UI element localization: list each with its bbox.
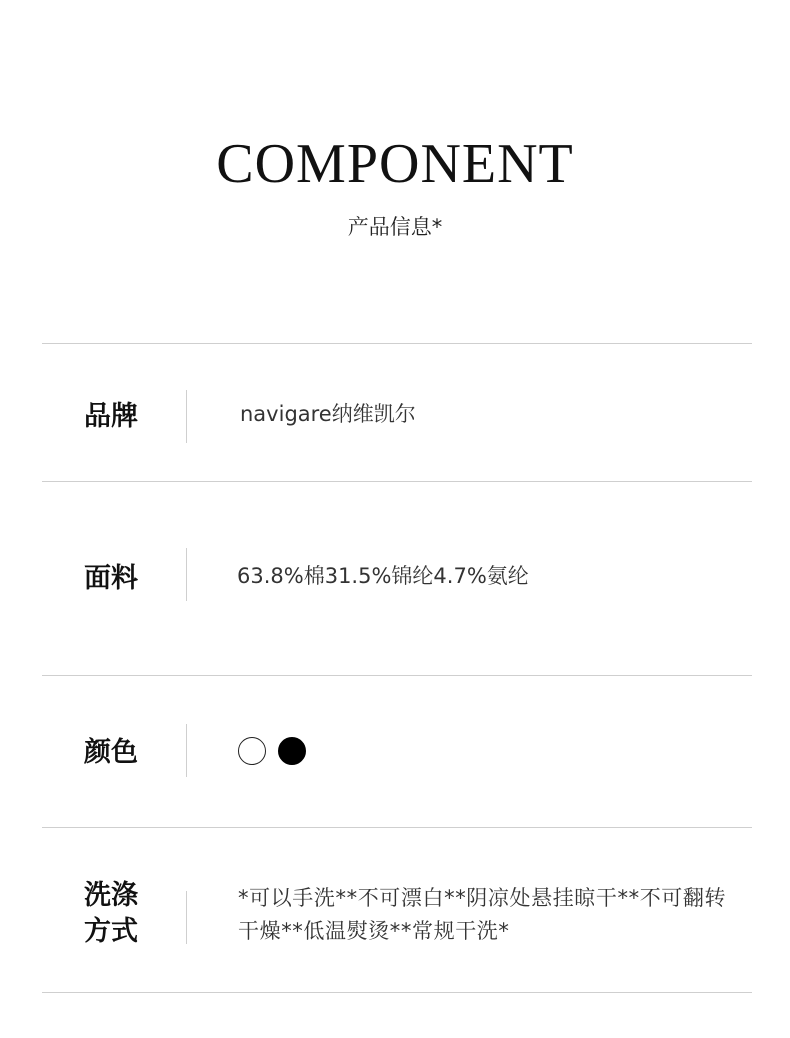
divider-line [42,827,752,828]
brand-label: 品牌 [84,401,138,432]
color-swatch-black [278,737,306,765]
washing-label-line2: 方式 [84,916,138,947]
washing-value: *可以手洗**不可漂白**阴凉处悬挂晾干**不可翻转干燥**低温熨烫**常规干洗* [238,886,727,943]
washing-label-line1: 洗涤 [84,880,138,911]
divider-line [42,675,752,676]
vertical-divider [186,390,187,443]
washing-label [84,878,164,950]
vertical-divider [186,548,187,601]
divider-line [42,481,752,482]
vertical-divider [186,724,187,777]
color-swatch-white [238,737,266,765]
page-subtitle: 产品信息* [347,215,443,239]
fabric-value: 63.8%棉31.5%锦纶4.7%氨纶 [237,564,529,588]
page-title: COMPONENT [216,133,574,195]
vertical-divider [186,891,187,944]
divider-line [42,343,752,344]
brand-value: navigare纳维凯尔 [240,402,416,426]
divider-line [42,992,752,993]
fabric-label: 面料 [84,563,138,594]
color-label: 颜色 [84,737,138,768]
